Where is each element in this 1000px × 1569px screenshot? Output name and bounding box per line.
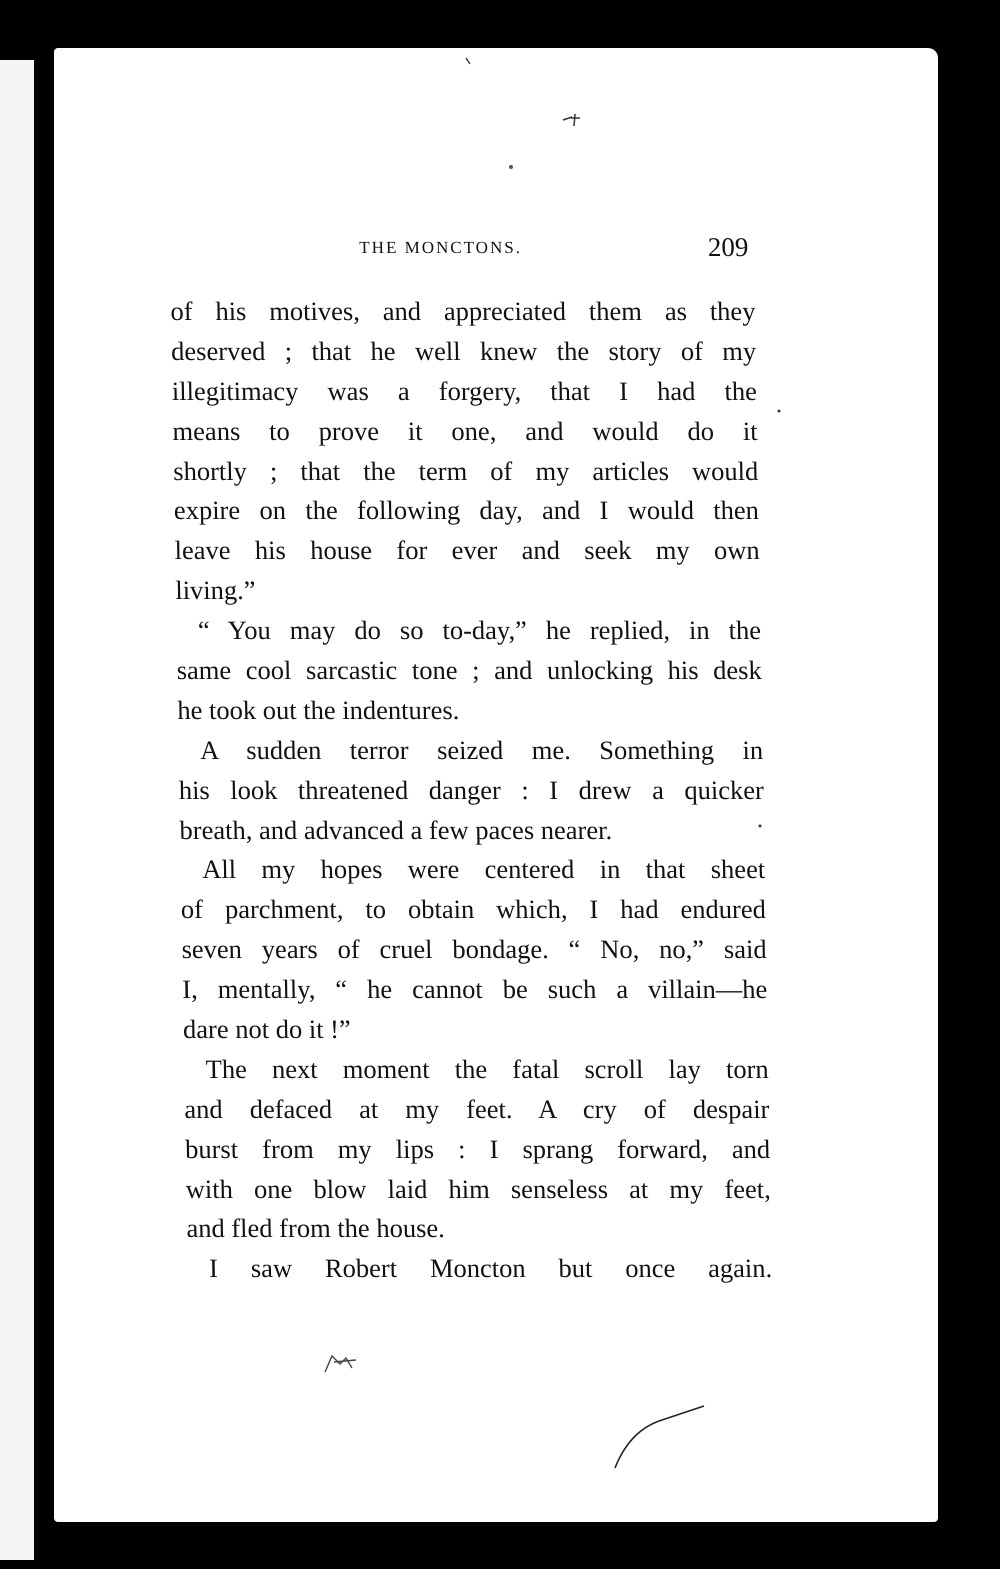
text-line: he took out the indentures. (177, 694, 460, 725)
body-text (170, 292, 772, 1289)
stray-dot (778, 410, 781, 413)
text-line: A sudden terror seized me. Something in (199, 734, 764, 765)
text-line: leave his house for ever and seek my own (174, 535, 760, 566)
stray-mark (466, 58, 470, 64)
text-line: breath, and advanced a few paces nearer. (179, 814, 613, 845)
pencil-stroke (615, 1406, 704, 1468)
text-line: burst from my lips : I sprang forward, and (184, 1133, 771, 1164)
text-line: The next moment the fatal scroll lay torn (205, 1053, 769, 1084)
running-header (169, 232, 755, 266)
text-line: All my hopes were centered in that sheet (201, 854, 766, 885)
text-line: dare not do it !” (182, 1014, 352, 1045)
text-line: and fled from the house. (186, 1213, 446, 1244)
text-line: of his motives, and appreciated them as they (170, 296, 756, 326)
text-line: I saw Robert Moncton but once again. (208, 1253, 773, 1284)
pencil-scribble (325, 1356, 356, 1372)
page-number: 209 (707, 232, 749, 262)
text-line: living.” (175, 575, 256, 606)
text-line: means to prove it one, and would do it (172, 415, 758, 446)
text-line: of parchment, to obtain which, I had endured (180, 894, 767, 925)
text-line: illegitimacy was a forgery, that I had the (171, 375, 758, 406)
stray-dot (509, 165, 513, 169)
text-line: seven years of cruel bondage. “ No, no,” said (181, 934, 767, 965)
running-title: THE MONCTONS. (359, 238, 523, 257)
text-line: I, mentally, “ he cannot be such a villain—he (182, 974, 768, 1005)
text-line: deserved ; that he well knew the story of my (170, 335, 757, 366)
text-line: shortly ; that the term of my articles would (172, 455, 759, 486)
text-line: expire on the following day, and I would then (173, 495, 760, 526)
text-line: “ You may do so to-day,” he replied, in the (197, 615, 762, 646)
text-line: with one blow laid him senseless at my feet, (185, 1173, 772, 1204)
stray-mark (563, 114, 580, 126)
text-line: same cool sarcastic tone ; and unlocking his desk (176, 655, 762, 686)
text-line: and defaced at my feet. A cry of despair (184, 1093, 770, 1124)
text-line: his look threatened danger : I drew a quicker (178, 774, 765, 805)
